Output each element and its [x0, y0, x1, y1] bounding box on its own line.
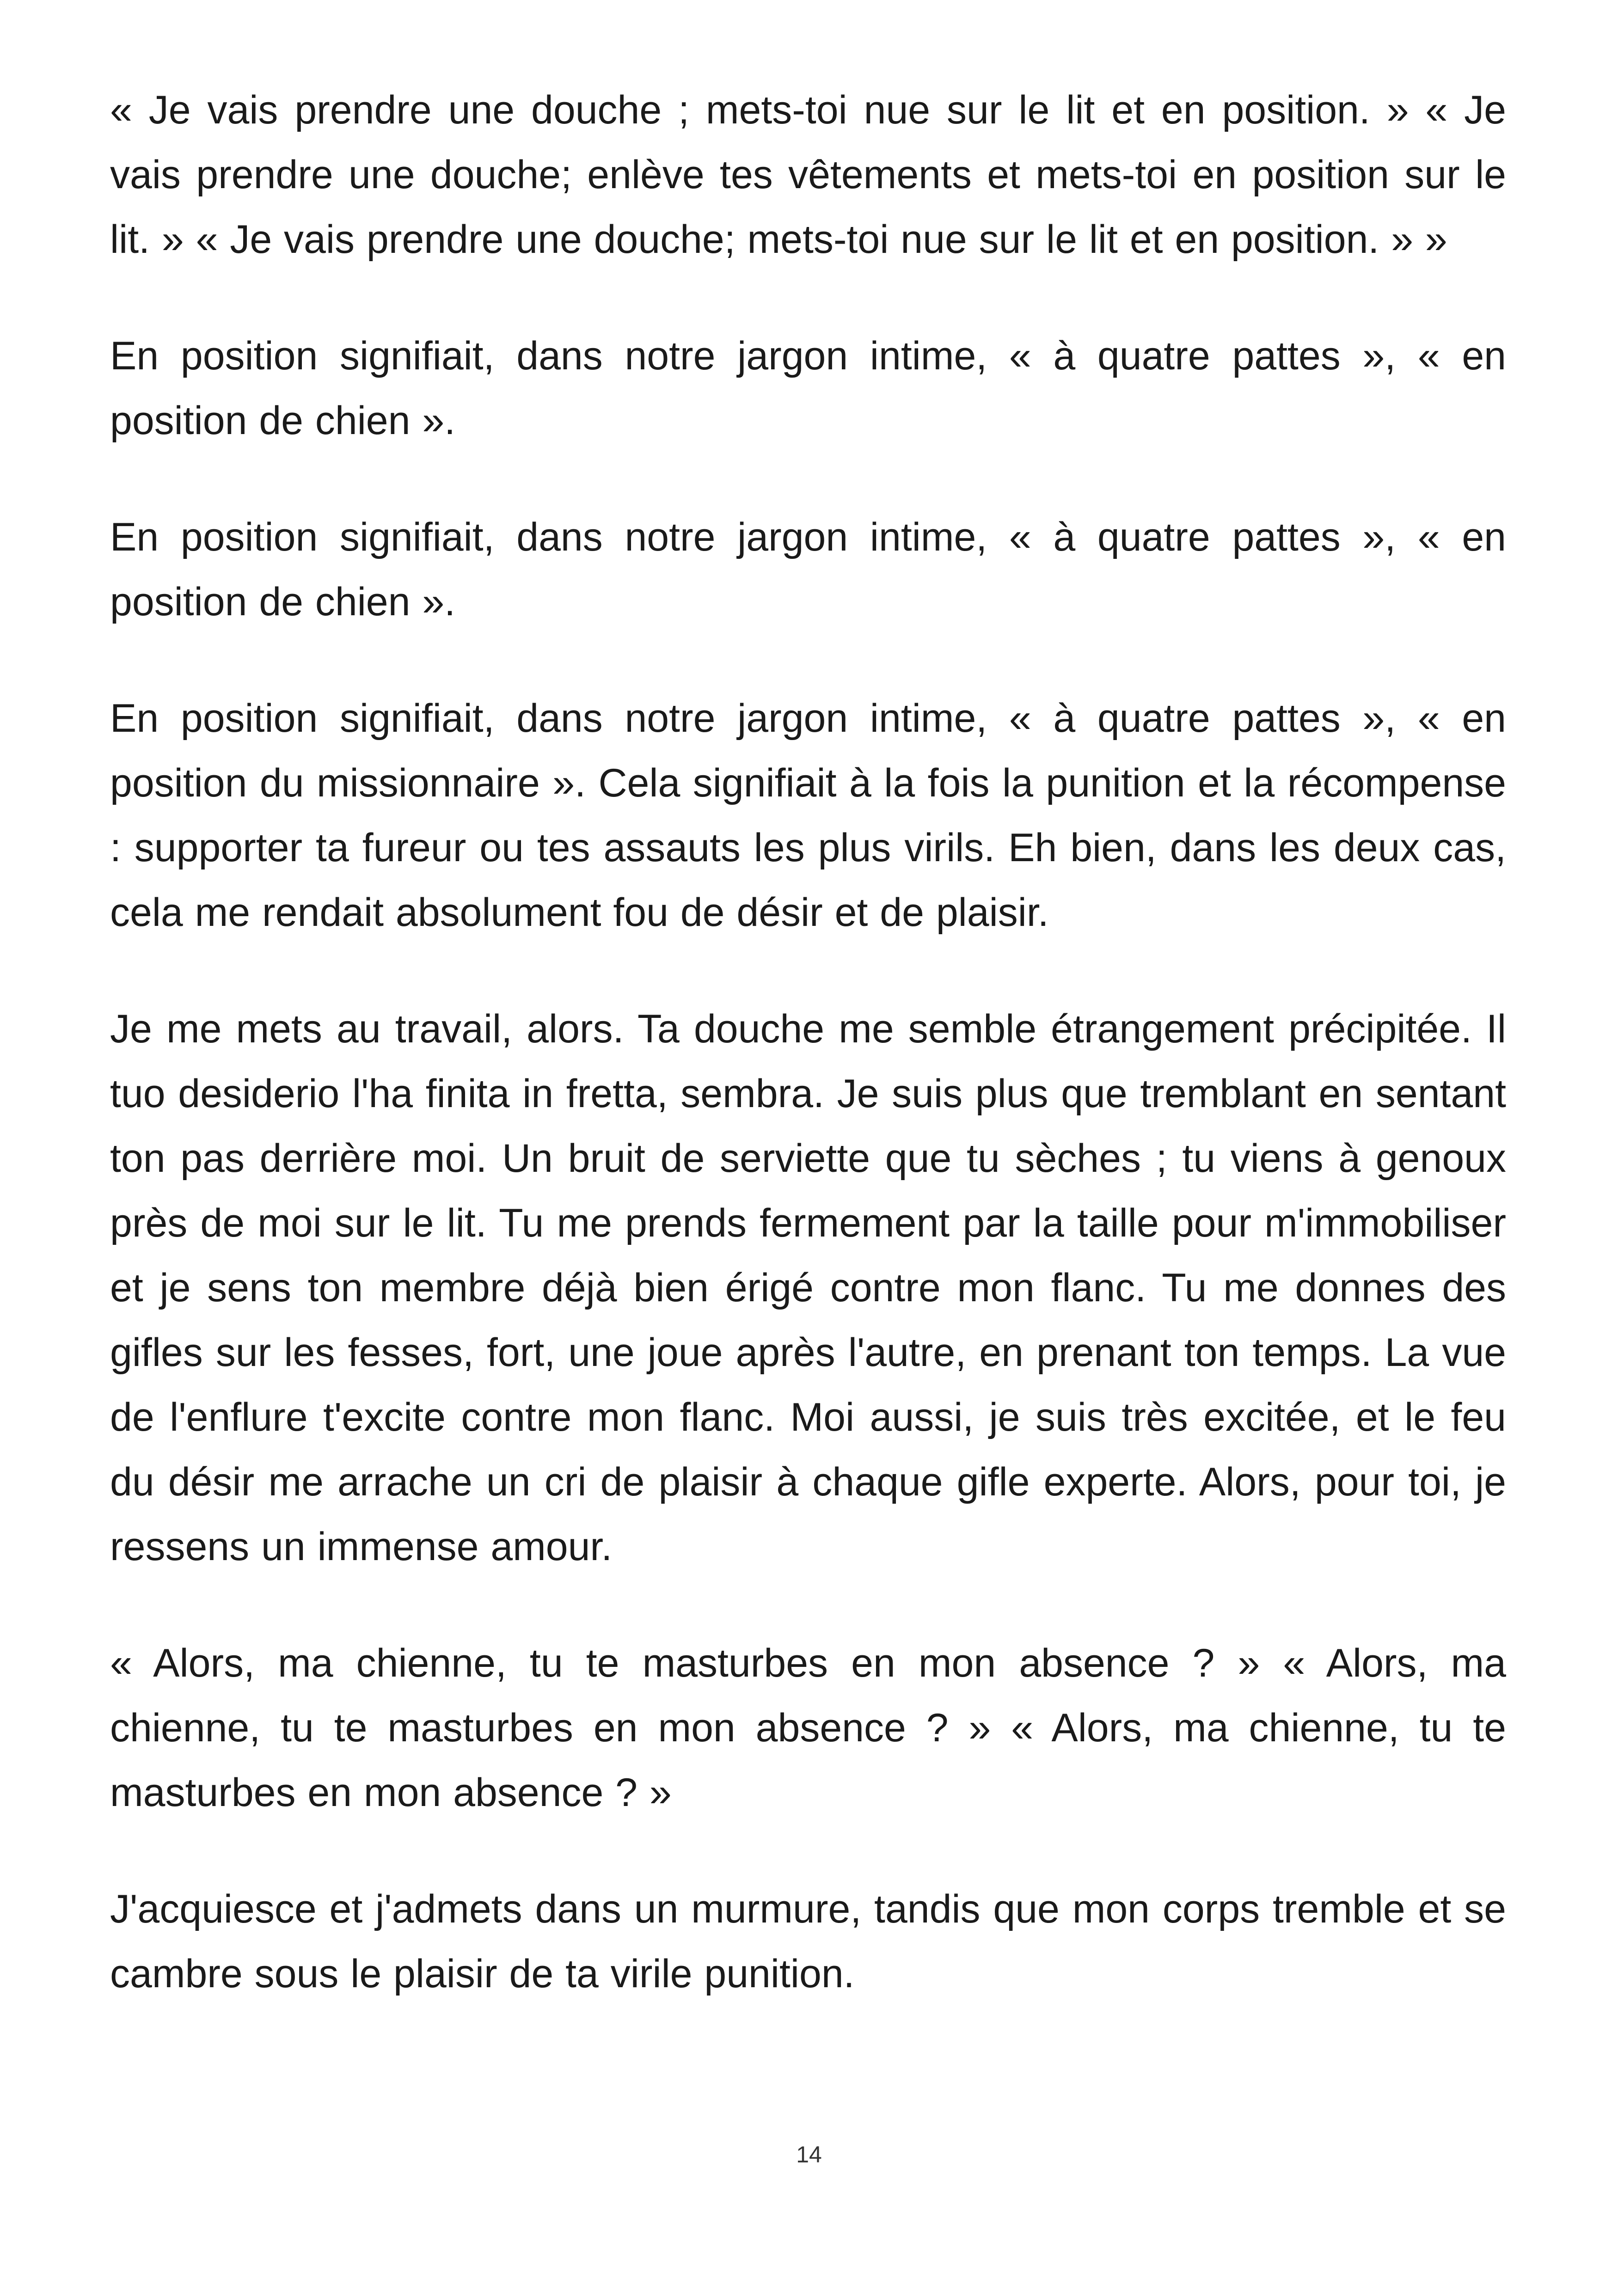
body-text: [110, 78, 1506, 2058]
paragraph: En position signifiait, dans notre jargon intime, « à quatre pattes », « en position de chien ».: [110, 515, 1506, 624]
paragraph: J'acquiesce et j'admets dans un murmure, tandis que mon corps tremble et se cambre sous le plaisir de ta virile punition.: [110, 1887, 1506, 1996]
paragraph: « Je vais prendre une douche ; mets-toi nue sur le lit et en position. » « Je vais prendre une douche; enlève tes vêtements et mets-toi en position sur le lit. » « Je vais prendre une douche; mets-toi nue sur le lit et en position. » »: [110, 88, 1506, 262]
paragraph: En position signifiait, dans notre jargon intime, « à quatre pattes », « en position du missionnaire ». Cela signifiait à la fois la punition et la récompense : supporter ta fureur ou tes assauts les plus virils. Eh bien, dans les deux cas, cela me rendait absolument fou de désir et de plaisir.: [110, 696, 1506, 935]
paragraph: En position signifiait, dans notre jargon intime, « à quatre pattes », « en position de chien ».: [110, 334, 1506, 443]
page-number: 14: [796, 2142, 822, 2167]
paragraph: Je me mets au travail, alors. Ta douche me semble étrangement précipitée. Il tuo desiderio l'ha finita in fretta, sembra. Je suis plus que tremblant en sentant ton pas derrière moi. Un bruit de serviette que tu sèches ; tu viens à genoux près de moi sur le lit. Tu me prends fermement par la taille pour m'immobiliser et je sens ton membre déjà bien érigé contre mon flanc. Tu me donnes des gifles sur les fesses, fort, une joue après l'autre, en prenant ton temps. La vue de l'enflure t'excite contre mon flanc. Moi aussi, je suis très excitée, et le feu du désir me arrache un cri de plaisir à chaque gifle experte. Alors, pour toi, je ressens un immense amour.: [110, 1007, 1506, 1569]
paragraph: « Alors, ma chienne, tu te masturbes en mon absence ? » « Alors, ma chienne, tu te masturbes en mon absence ? » « Alors, ma chienne, tu te masturbes en mon absence ? »: [110, 1641, 1506, 1815]
